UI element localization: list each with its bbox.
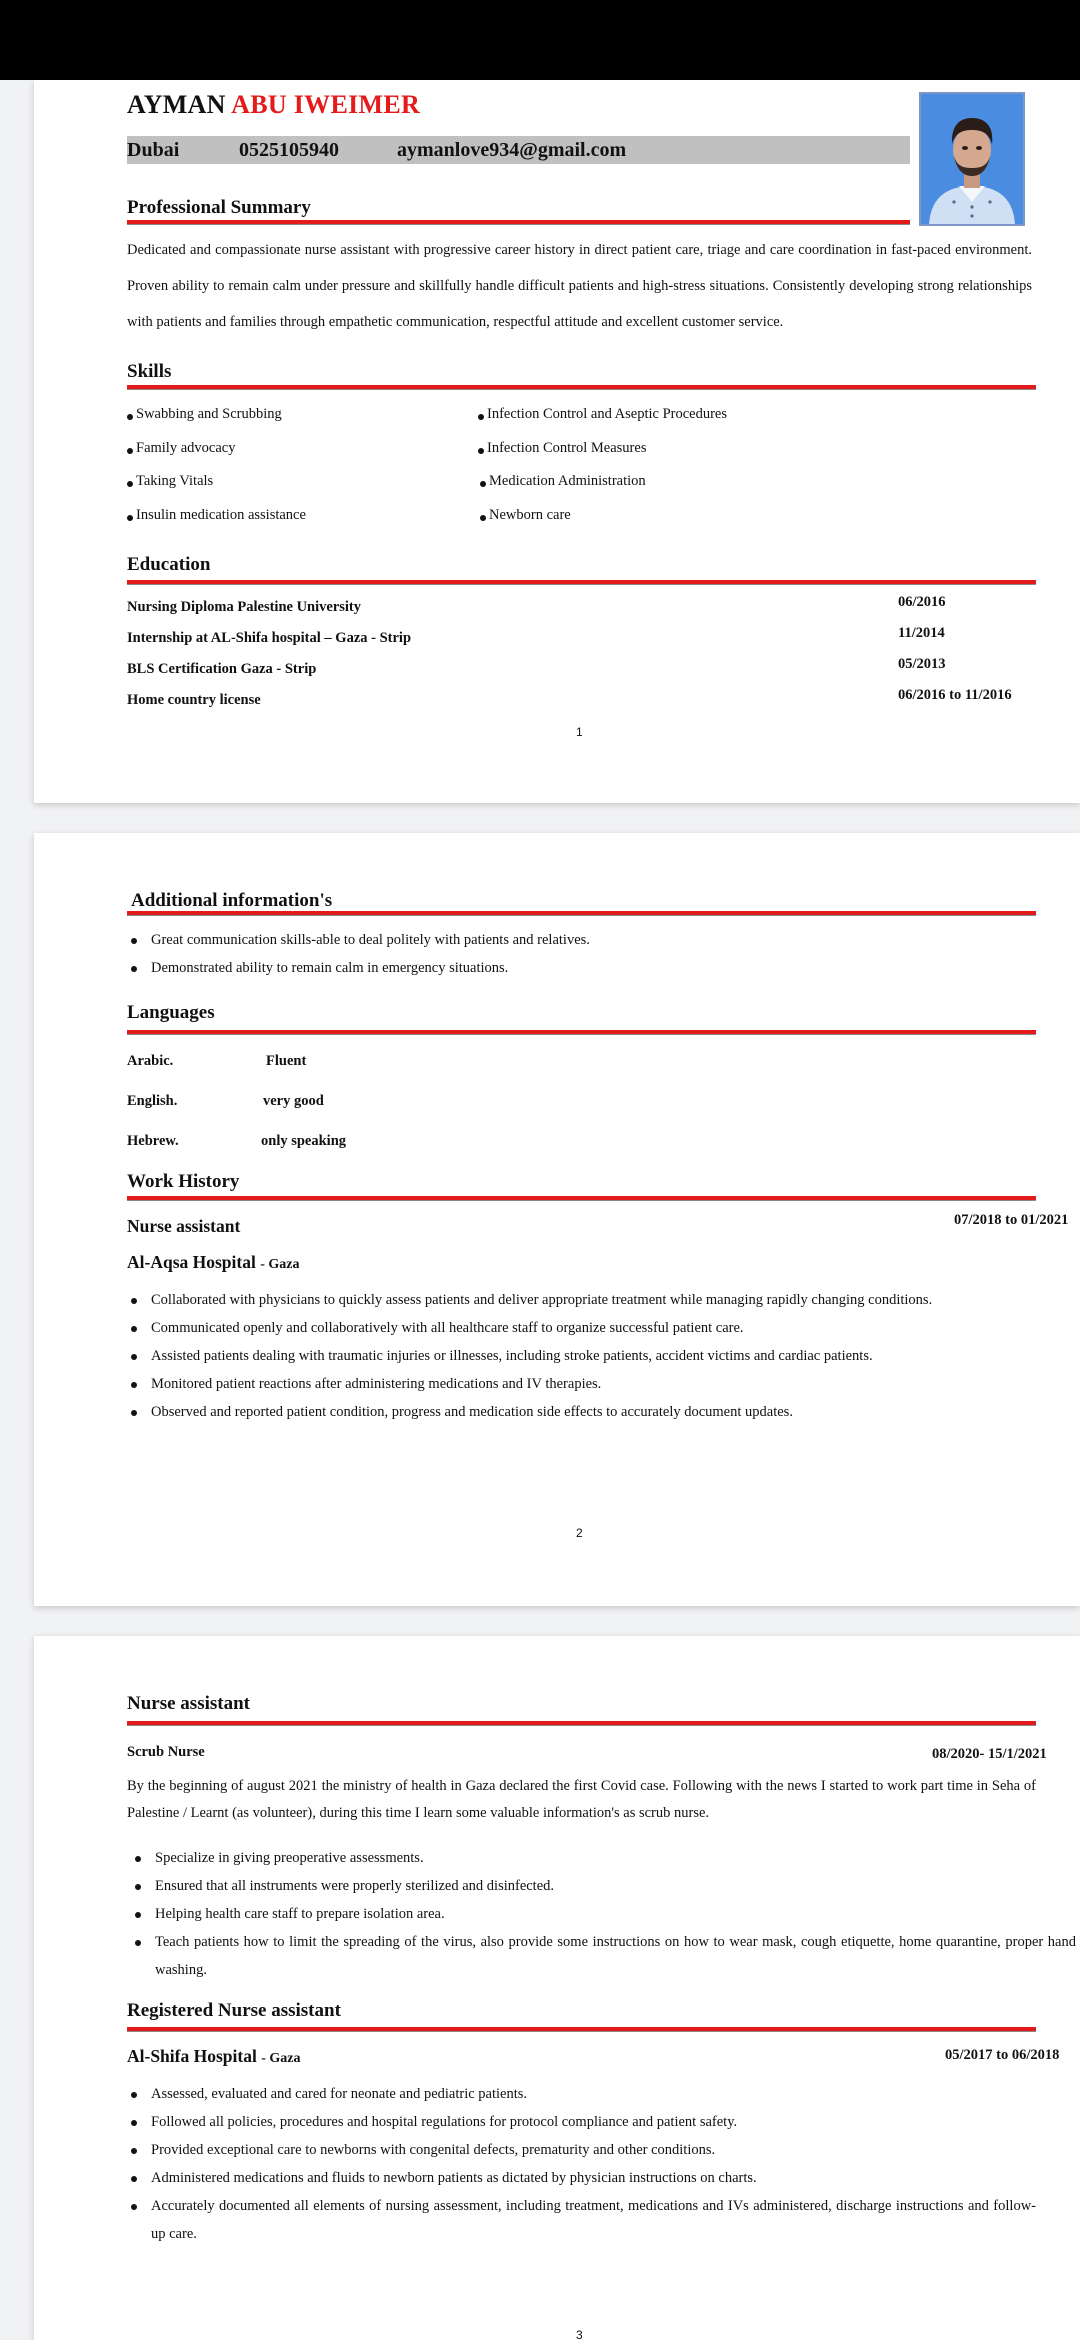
bullet-icon — [478, 448, 484, 454]
contact-phone: 0525105940 — [239, 138, 339, 161]
list-item: Accurately documented all elements of nursing assessment, including treatment, medications and IVs administered, discharge instructions and follow-up care. — [127, 2192, 1036, 2248]
skill-item: Infection Control and Aseptic Procedures — [478, 406, 727, 423]
list-item: Teach patients how to limit the spreading of the virus, also provide some instructions on how to wear mask, cough etiquette, home quarantine, proper hand washing. — [131, 1928, 1076, 1984]
page-number: 3 — [576, 2328, 583, 2340]
job-dates: 05/2017 to 06/2018 — [945, 2047, 1060, 2063]
employer-location: - Gaza — [260, 1257, 300, 1272]
language-level: only speaking — [261, 1133, 347, 1149]
page-number: 1 — [576, 725, 583, 739]
additional-heading: Additional information's — [131, 890, 333, 911]
skill-item: Infection Control Measures — [478, 440, 646, 457]
job-intro: By the beginning of august 2021 the ministry of health in Gaza declared the first Covid case. Following with the news I started to work part time in Seha of Palestine / Learnt (as volunteer), during this time I learn some valuable information's as scrub nurse. — [127, 1778, 1036, 1821]
skills-rule — [127, 385, 1036, 390]
additional-list — [127, 926, 1036, 982]
work-heading: Work History — [127, 1171, 240, 1192]
list-item: Followed all policies, procedures and hospital regulations for protocol compliance and patient safety. — [127, 2108, 1036, 2136]
viewer-top-bar — [0, 0, 1080, 80]
list-item: Observed and reported patient condition, progress and medication side effects to accurately document updates. — [127, 1398, 1036, 1426]
job-section-rule — [127, 1721, 1036, 1726]
job-employer — [127, 2046, 300, 2067]
language-name: Hebrew. — [127, 1133, 179, 1149]
languages-heading: Languages — [127, 1002, 215, 1023]
education-title: Nursing Diploma Palestine University — [127, 599, 362, 615]
bullet-icon — [127, 481, 133, 487]
job-title: Nurse assistant — [127, 1216, 241, 1236]
employer-name: Al-Shifa Hospital — [127, 2046, 257, 2066]
skill-item: Taking Vitals — [127, 473, 213, 490]
candidate-name — [127, 90, 420, 120]
skill-item: Insulin medication assistance — [127, 507, 306, 524]
list-item: Administered medications and fluids to newborn patients as dictated by physician instructions on charts. — [127, 2164, 1036, 2192]
list-item: Helping health care staff to prepare isolation area. — [131, 1900, 1076, 1928]
job-duties-list — [127, 2080, 1036, 2248]
list-item: Collaborated with physicians to quickly assess patients and deliver appropriate treatment while managing rapidly changing conditions. — [127, 1286, 1036, 1314]
job-title: Scrub Nurse — [127, 1744, 205, 1760]
contact-email[interactable]: aymanlove934@gmail.com — [397, 138, 627, 161]
education-date: 06/2016 to 11/2016 — [898, 687, 1012, 703]
list-item: Great communication skills-able to deal politely with patients and relatives. — [127, 926, 1036, 954]
list-item: Provided exceptional care to newborns with congenital defects, prematurity and other conditions. — [127, 2136, 1036, 2164]
language-level: Fluent — [266, 1053, 307, 1069]
page-1 — [34, 80, 1080, 803]
skill-item: Newborn care — [480, 507, 571, 524]
education-rule — [127, 580, 1036, 585]
skill-item: Medication Administration — [480, 473, 646, 490]
additional-rule — [127, 911, 1036, 916]
page-number: 2 — [576, 1526, 583, 1540]
work-rule — [127, 1196, 1036, 1201]
contact-city: Dubai — [127, 138, 180, 161]
bullet-icon — [127, 515, 133, 521]
list-item: Ensured that all instruments were properly sterilized and disinfected. — [131, 1872, 1076, 1900]
employer-name: Al-Aqsa Hospital — [127, 1252, 256, 1272]
education-date: 06/2016 — [898, 594, 946, 610]
job-duties-list — [131, 1844, 1076, 1984]
profile-photo — [919, 92, 1025, 226]
language-name: Arabic. — [127, 1053, 174, 1069]
skill-item: Swabbing and Scrubbing — [127, 406, 282, 423]
education-date: 05/2013 — [898, 656, 946, 672]
bullet-icon — [127, 414, 133, 420]
list-item: Specialize in giving preoperative assessments. — [131, 1844, 1076, 1872]
education-title: BLS Certification Gaza - Strip — [127, 661, 317, 677]
bullet-icon — [480, 481, 486, 487]
list-item: Assisted patients dealing with traumatic injuries or illnesses, including stroke patients, accident victims and cardiac patients. — [127, 1342, 1036, 1370]
job-section-rule — [127, 2027, 1036, 2032]
job-section-heading: Registered Nurse assistant — [127, 2000, 341, 2021]
last-name: ABU IWEIMER — [231, 90, 421, 119]
contact-bar — [127, 136, 910, 164]
summary-heading: Professional Summary — [127, 197, 311, 218]
education-title: Home country license — [127, 692, 261, 708]
page-2 — [34, 833, 1080, 1606]
education-title: Internship at AL-Shifa hospital – Gaza - Strip — [127, 630, 412, 646]
skills-heading: Skills — [127, 361, 172, 382]
summary-text: Dedicated and compassionate nurse assistant with progressive career history in direct patient care, triage and care coordination in fast-paced environment. Proven ability to remain calm under pressure and skillfully handle difficult patients and high-stress situations. Consistently developing strong relationships with patients and families through empathetic communication, respectful attitude and excellent customer service. — [127, 242, 1032, 330]
job-section-heading: Nurse assistant — [127, 1693, 250, 1714]
job-duties-list — [127, 1286, 1036, 1426]
page-3 — [34, 1636, 1080, 2340]
job-dates: 08/2020- 15/1/2021 — [932, 1746, 1047, 1762]
job-employer — [127, 1252, 299, 1273]
summary-rule — [127, 220, 910, 225]
bullet-icon — [478, 414, 484, 420]
education-date: 11/2014 — [898, 625, 945, 641]
job-dates: 07/2018 to 01/2021 — [954, 1212, 1069, 1228]
first-name: AYMAN — [127, 90, 226, 119]
profile-photo-image — [921, 94, 1023, 224]
employer-location: - Gaza — [261, 2051, 301, 2066]
list-item: Assessed, evaluated and cared for neonate and pediatric patients. — [127, 2080, 1036, 2108]
bullet-icon — [480, 515, 486, 521]
language-level: very good — [263, 1093, 324, 1109]
language-name: English. — [127, 1093, 178, 1109]
languages-rule — [127, 1030, 1036, 1035]
list-item: Monitored patient reactions after administering medications and IV therapies. — [127, 1370, 1036, 1398]
education-heading: Education — [127, 554, 211, 575]
list-item: Communicated openly and collaboratively with all healthcare staff to organize successful patient care. — [127, 1314, 1036, 1342]
bullet-icon — [127, 448, 133, 454]
skill-item: Family advocacy — [127, 440, 235, 457]
list-item: Demonstrated ability to remain calm in emergency situations. — [127, 954, 1036, 982]
